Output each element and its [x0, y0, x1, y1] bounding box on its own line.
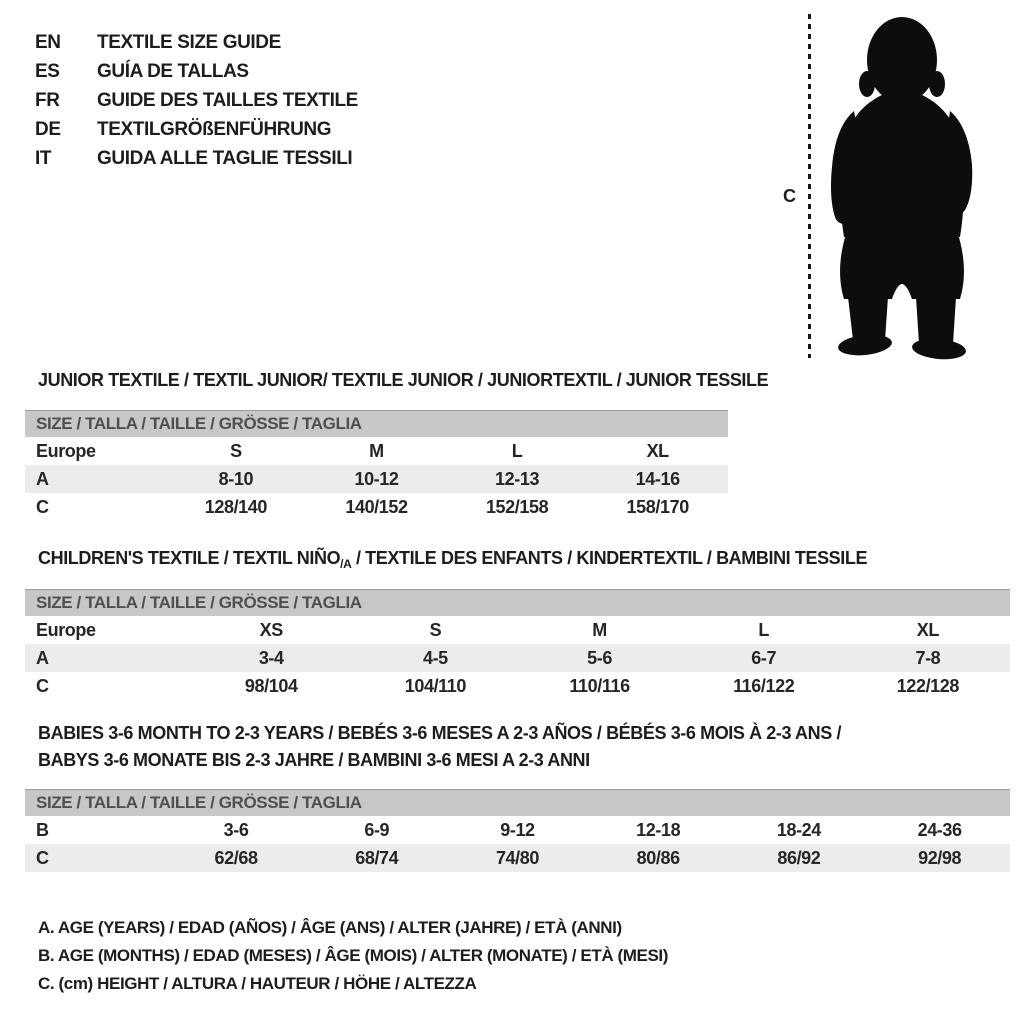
size-cell: S	[230, 440, 242, 461]
size-cell: M	[592, 619, 607, 640]
measurement-legend	[38, 914, 668, 998]
size-cell: M	[369, 440, 384, 461]
language-row-it	[35, 144, 358, 173]
size-header-row	[25, 590, 1010, 617]
children-title-part1: CHILDREN'S TEXTILE / TEXTIL NIÑO	[38, 548, 341, 568]
size-header-cell: SIZE / TALLA / TAILLE / GRÖSSE / TAGLIA	[25, 590, 1010, 617]
height-cell: 116/122	[733, 675, 795, 696]
row-label: C	[25, 844, 166, 872]
size-cell: XS	[259, 619, 283, 640]
height-measure-label: C	[783, 186, 796, 206]
age-cell: 3-4	[189, 644, 353, 672]
age-cell: 6-7	[682, 644, 846, 672]
size-header-cell: SIZE / TALLA / TAILLE / GRÖSSE / TAGLIA	[25, 411, 728, 438]
row-label: A	[25, 465, 166, 493]
age-cell: 4-5	[353, 644, 517, 672]
age-cell: 8-10	[166, 465, 307, 493]
junior-section-title: JUNIOR TEXTILE / TEXTIL JUNIOR/ TEXTILE JUNIOR / JUNIORTEXTIL / JUNIOR TESSILE	[38, 370, 769, 390]
age-cell: 5-6	[517, 644, 681, 672]
age-cell: 12-18	[636, 819, 681, 840]
height-measure-dotted-line	[808, 14, 811, 358]
height-cell: 98/104	[244, 675, 298, 696]
junior-size-table	[25, 410, 728, 521]
table-row-age	[25, 465, 728, 493]
age-cell: 14-16	[587, 465, 728, 493]
height-cell: 128/140	[204, 496, 268, 517]
row-label: Europe	[36, 619, 96, 640]
height-cell: 86/92	[729, 844, 870, 872]
size-header-row	[25, 411, 728, 438]
children-title-part2: / TEXTILE DES ENFANTS / KINDERTEXTIL / BAMBINI TESSILE	[351, 548, 868, 568]
table-row-height	[25, 672, 1010, 700]
babies-size-table	[25, 789, 1010, 872]
toddler-silhouette-image	[822, 8, 982, 360]
size-cell: S	[429, 619, 442, 640]
height-cell: 122/128	[896, 675, 960, 696]
age-cell: 9-12	[500, 819, 535, 840]
row-label: Europe	[36, 440, 96, 461]
legend-line-c: C. (cm) HEIGHT / ALTURA / HAUTEUR / HÖHE / ALTEZZA	[38, 974, 477, 993]
height-cell: 68/74	[306, 844, 447, 872]
age-cell: 18-24	[776, 819, 821, 840]
language-code: FR	[35, 90, 60, 111]
size-header-cell: SIZE / TALLA / TAILLE / GRÖSSE / TAGLIA	[25, 790, 1010, 817]
language-title: GUÍA DE TALLAS	[97, 61, 249, 82]
legend-line-b: B. AGE (MONTHS) / EDAD (MESES) / ÂGE (MOIS) / ALTER (MONATE) / ETÀ (MESI)	[38, 946, 668, 965]
age-cell: 6-9	[364, 819, 390, 840]
size-cell: XL	[916, 619, 939, 640]
age-cell: 10-12	[306, 465, 447, 493]
table-row-europe	[25, 616, 1010, 644]
height-cell: 74/80	[447, 844, 588, 872]
language-title: GUIDE DES TAILLES TEXTILE	[97, 90, 358, 111]
children-section-title	[38, 548, 867, 571]
language-row-en	[35, 28, 358, 57]
height-cell: 152/158	[485, 496, 549, 517]
language-title: TEXTILGRÖßENFÜHRUNG	[97, 119, 332, 140]
table-row-age	[25, 644, 1010, 672]
height-cell: 62/68	[166, 844, 307, 872]
language-title-list	[35, 28, 358, 173]
language-code: DE	[35, 119, 61, 140]
row-label: C	[36, 675, 49, 696]
row-label: C	[36, 496, 49, 517]
table-row-height	[25, 493, 728, 521]
table-row-europe	[25, 437, 728, 465]
row-label: B	[36, 819, 49, 840]
language-code: EN	[35, 32, 61, 53]
language-row-es	[35, 57, 358, 86]
height-cell: 158/170	[626, 496, 689, 517]
babies-title-line1: BABIES 3-6 MONTH TO 2-3 YEARS / BEBÉS 3-6 MESES A 2-3 AÑOS / BÉBÉS 3-6 MOIS À 2-3 ANS /	[38, 723, 842, 743]
size-header-row	[25, 790, 1010, 817]
table-row-age-months	[25, 816, 1010, 844]
age-cell: 3-6	[223, 819, 249, 840]
language-code: ES	[35, 61, 60, 82]
height-cell: 92/98	[869, 844, 1010, 872]
height-cell: 110/116	[569, 675, 630, 696]
babies-title-line2: BABYS 3-6 MONATE BIS 2-3 JAHRE / BAMBINI 3-6 MESI A 2-3 ANNI	[38, 750, 590, 770]
age-cell: 7-8	[846, 644, 1010, 672]
table-row-height	[25, 844, 1010, 872]
language-row-fr	[35, 86, 358, 115]
age-cell: 24-36	[917, 819, 962, 840]
size-cell: L	[511, 440, 523, 461]
height-cell: 80/86	[588, 844, 729, 872]
legend-line-a: A. AGE (YEARS) / EDAD (AÑOS) / ÂGE (ANS) / ALTER (JAHRE) / ETÀ (ANNI)	[38, 918, 622, 937]
babies-section-title	[38, 720, 841, 774]
children-title-subscript: /A	[340, 557, 352, 571]
size-cell: XL	[646, 440, 669, 461]
height-cell: 140/152	[345, 496, 408, 517]
language-row-de	[35, 115, 358, 144]
height-cell: 104/110	[404, 675, 467, 696]
language-title: TEXTILE SIZE GUIDE	[97, 32, 281, 53]
age-cell: 12-13	[447, 465, 588, 493]
children-size-table	[25, 589, 1010, 700]
language-code: IT	[35, 148, 52, 169]
language-title: GUIDA ALLE TAGLIE TESSILI	[97, 148, 353, 169]
size-cell: L	[758, 619, 769, 640]
row-label: A	[25, 644, 189, 672]
